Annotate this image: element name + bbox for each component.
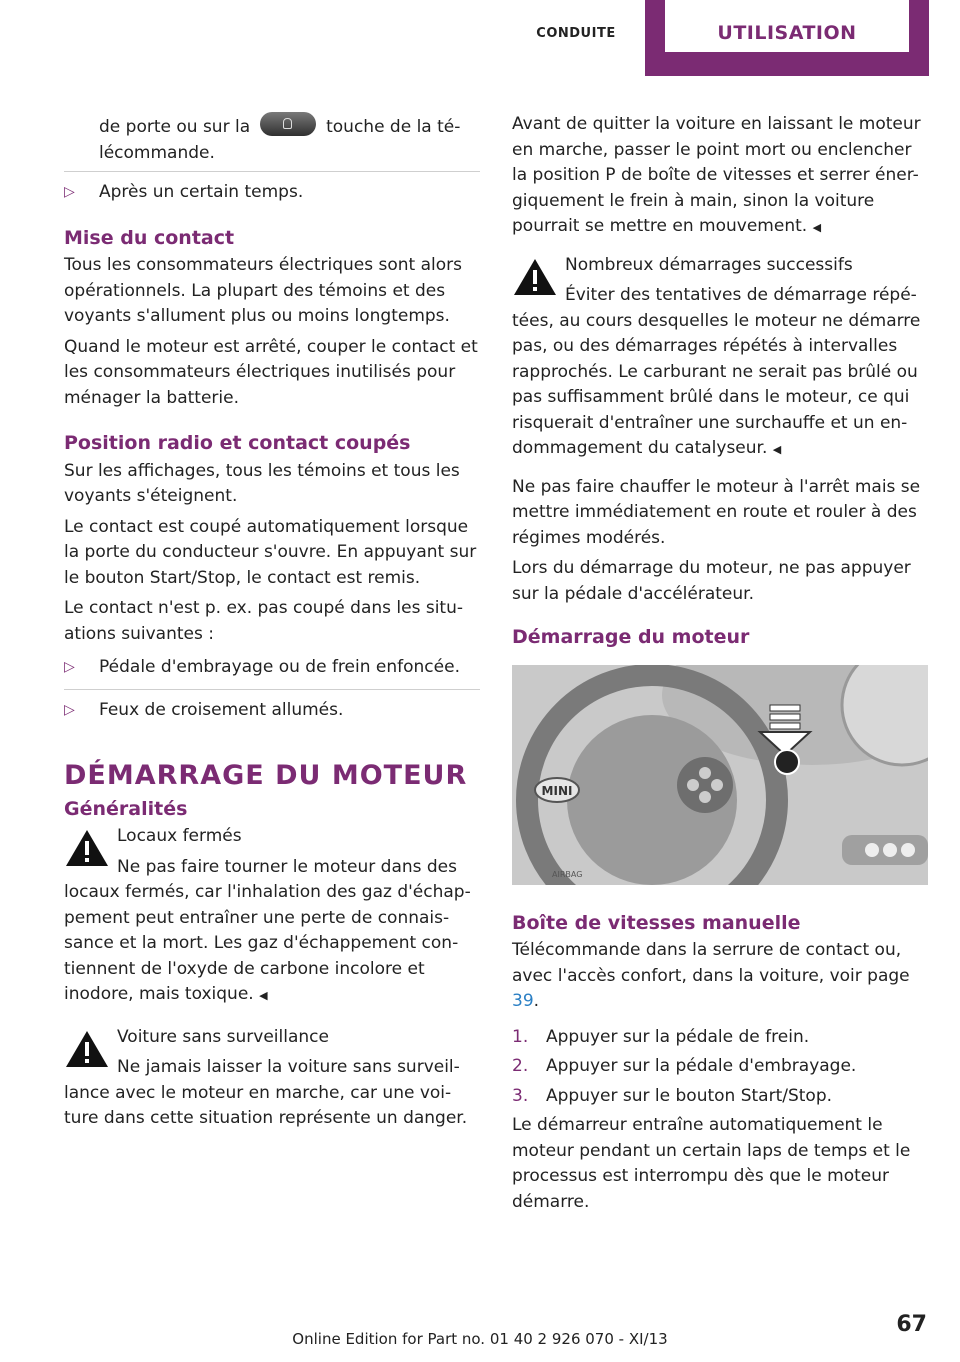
header-section-label: CONDUITE [536, 26, 616, 41]
heading-position-radio: Position radio et contact coupés [64, 432, 411, 454]
paragraph: Sur les affichages, tous les témoins et tous les voyants s'éteignent. [64, 460, 460, 506]
warning-text: Éviter des tentatives de démarrage répé-tées, au cours desquelles le moteur ne démarre pas, ou des démarrages répétés à intervalles rapprochés. Le carburant ne serait pas brûlé ou pas suffisamment brûlé dans le moteur, ce qui risquerait d'entraîner une surchauffe et un en-dommagement du catalyseur. ◀ [512, 285, 921, 458]
continued-text-b: touche de la té- [326, 117, 461, 137]
warning-block [64, 1025, 480, 1132]
page-reference-link[interactable]: 39 [512, 991, 534, 1011]
remote-lock-key-icon [260, 112, 316, 136]
heading-boite-manuelle: Boîte de vitesses manuelle [512, 911, 801, 934]
step-item [512, 1054, 928, 1080]
footer-edition: Online Edition for Part no. 01 40 2 926 070 - XI/13 [292, 1330, 668, 1348]
warning-text: Ne pas faire tourner le moteur dans des locaux fermés, car l'inhalation des gaz d'échap-pement peut entraîner une perte de connais-sance et la mort. Les gaz d'échappement con-tiennent de l'oxyde de carbone incolore et inodore, mais toxique. ◀ [64, 856, 471, 1004]
paragraph: Le démarreur entraîne automatiquement le moteur pendant un certain laps de temps et le processus est interrompu dès que le moteur démarre. [512, 1115, 911, 1212]
heading-generalites: Généralités [64, 797, 188, 820]
airbag-text: AIRBAG [552, 869, 583, 879]
continued-text-a: de porte ou sur la [99, 117, 251, 137]
mini-logo-text: MINI [541, 783, 573, 798]
warning-icon [64, 828, 110, 868]
heading-demarrage-du-moteur: Démarrage du moteur [512, 626, 750, 648]
continued-text-c: lécommande. [99, 142, 215, 163]
step-item [512, 1025, 928, 1051]
paragraph: Quand le moteur est arrêté, couper le contact et les consommateurs électriques inutilisés pour ménager la batterie. [64, 336, 478, 408]
list-item-text: Pédale d'embrayage ou de frein enfoncée. [99, 657, 460, 677]
left-column [64, 112, 480, 1137]
bullet-icon: ▷ [64, 184, 75, 200]
step-number: 3. [512, 1085, 529, 1106]
step-number: 1. [512, 1026, 529, 1047]
list-item [64, 698, 480, 724]
end-mark-icon: ◀ [772, 443, 782, 456]
page-number: 67 [896, 1312, 927, 1337]
list-item-text: Feux de croisement allumés. [99, 699, 344, 720]
warning-title: Nombreux démarrages successifs [565, 254, 853, 275]
steering-wheel-photo [512, 665, 928, 885]
paragraph: Le contact est coupé automatiquement lorsque la porte du conducteur s'ouvre. En appuyant sur le bouton Start/Stop, le contact est remis. [64, 516, 477, 588]
step-text: Appuyer sur le bouton Start/Stop. [546, 1085, 833, 1106]
end-mark-icon: ◀ [812, 221, 822, 234]
bullet-icon: ▷ [64, 701, 75, 718]
paragraph: Avant de quitter la voiture en laissant le moteur en marche, passer le point mort ou enclencher la position P de boîte de vitesses et serrer éner-giquement le frein à main, sinon la voiture pourrait se mettre en mouvement. ◀ [512, 114, 921, 236]
warning-icon [64, 1029, 110, 1069]
paragraph: Le contact n'est p. ex. pas coupé dans les situ-ations suivantes : [64, 598, 464, 644]
divider [64, 171, 480, 172]
list-item [64, 655, 480, 681]
header-tab [645, 0, 929, 76]
warning-block [64, 824, 480, 1009]
paragraph: Tous les consommateurs électriques sont alors opérationnels. La plupart des témoins et des voyants s'allument plus ou moins longtemps. [64, 255, 462, 326]
right-column [512, 112, 928, 1220]
heading-mise-du-contact: Mise du contact [64, 226, 235, 249]
bullet-icon: ▷ [64, 659, 75, 675]
list-item [64, 180, 480, 206]
step-item [512, 1084, 928, 1110]
paragraph: Ne pas faire chauffer le moteur à l'arrêt mais se mettre immédiatement en route et rouler à des régimes modérés. [512, 476, 921, 548]
paragraph: Lors du démarrage du moteur, ne pas appuyer sur la pédale d'accélérateur. [512, 558, 911, 604]
warning-block [512, 253, 928, 463]
warning-text: Ne jamais laisser la voiture sans surveil-lance avec le moteur en marche, car une voi-ture dans cette situation représente un danger. [64, 1057, 468, 1128]
continued-text [64, 112, 480, 166]
paragraph: Télécommande dans la serrure de contact ou, avec l'accès confort, dans la voiture, voir page 39. [512, 940, 910, 1011]
warning-title: Locaux fermés [117, 826, 242, 846]
divider [64, 689, 480, 690]
warning-title: Voiture sans surveillance [117, 1026, 329, 1047]
warning-icon [512, 257, 558, 297]
step-text: Appuyer sur la pédale de frein. [546, 1026, 810, 1047]
step-number: 2. [512, 1056, 529, 1076]
list-item-text: Après un certain temps. [99, 182, 304, 202]
end-mark-icon: ◀ [259, 989, 268, 1002]
step-text: Appuyer sur la pédale d'embrayage. [546, 1056, 857, 1076]
section-title: DÉMARRAGE DU MOTEUR [64, 760, 468, 791]
header-tab-label: UTILISATION [717, 22, 857, 44]
start-stop-illustration [512, 665, 928, 885]
